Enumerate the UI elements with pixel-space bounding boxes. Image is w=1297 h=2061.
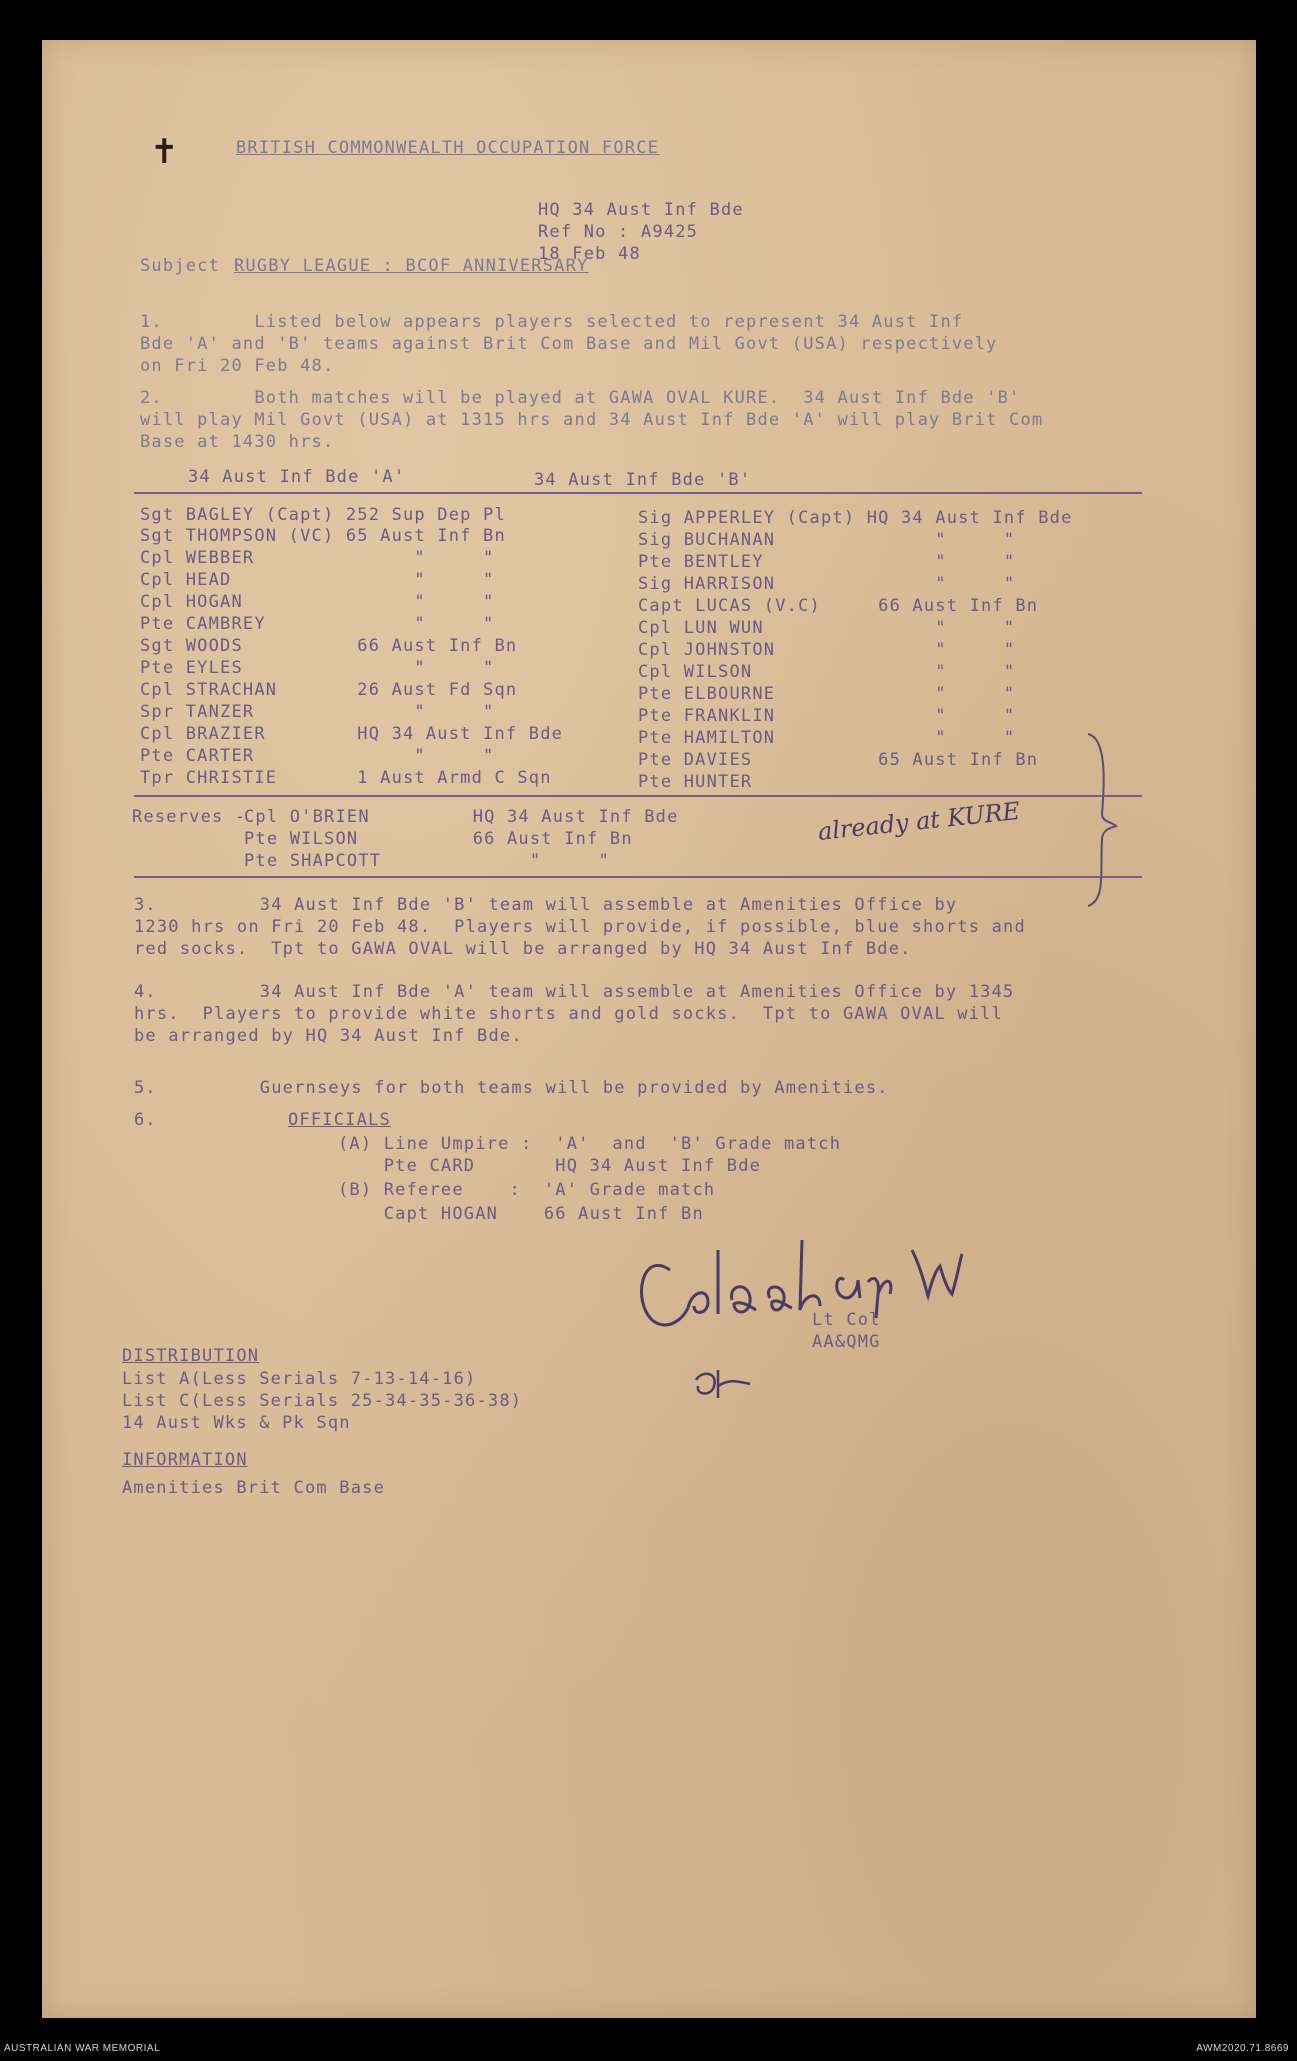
team-a-row: Tpr CHRISTIE 1 Aust Armd C Sqn bbox=[140, 768, 552, 788]
team-a-row: Cpl STRACHAN 26 Aust Fd Sqn bbox=[140, 680, 518, 700]
reference-number: Ref No : A9425 bbox=[538, 222, 699, 242]
reserve-row: Pte SHAPCOTT " " bbox=[244, 851, 610, 871]
team-b-row: Cpl WILSON " " bbox=[638, 662, 1016, 682]
officials-heading: OFFICIALS bbox=[288, 1110, 391, 1130]
subject-text: RUGBY LEAGUE : BCOF ANNIVERSARY bbox=[234, 256, 589, 276]
distribution-line: List A(Less Serials 7-13-14-16) bbox=[122, 1369, 477, 1389]
team-a-row: Sgt BAGLEY (Capt) 252 Sup Dep Pl bbox=[140, 505, 506, 525]
team-b-row: Sig BUCHANAN " " bbox=[638, 530, 1016, 550]
para-1-line-2: Bde 'A' and 'B' teams against Brit Com Base and Mil Govt (USA) respectively bbox=[140, 334, 998, 354]
team-b-row: Pte DAVIES 65 Aust Inf Bn bbox=[638, 750, 1039, 770]
reserve-row: Cpl O'BRIEN HQ 34 Aust Inf Bde bbox=[244, 807, 679, 827]
team-a-row: Cpl BRAZIER HQ 34 Aust Inf Bde bbox=[140, 724, 564, 744]
para-5: 5. Guernseys for both teams will be provided by Amenities. bbox=[134, 1078, 889, 1098]
annotation-text: already at KURE bbox=[816, 796, 1022, 846]
subject-label: Subject : bbox=[140, 256, 243, 276]
reserves-rule bbox=[134, 876, 1142, 878]
document-title: BRITISH COMMONWEALTH OCCUPATION FORCE bbox=[236, 138, 660, 158]
para-4-line-1: 4. 34 Aust Inf Bde 'A' team will assemble at Amenities Office by 1345 bbox=[134, 982, 1015, 1002]
team-a-heading: 34 Aust Inf Bde 'A' bbox=[188, 467, 406, 487]
team-b-row: Pte HAMILTON " " bbox=[638, 728, 1016, 748]
signatory-appointment: AA&QMG bbox=[812, 1332, 881, 1352]
team-b-row: Capt LUCAS (V.C) 66 Aust Inf Bn bbox=[638, 596, 1039, 616]
para-1-line-1: 1. Listed below appears players selected to represent 34 Aust Inf bbox=[140, 312, 964, 332]
para-3-line-1: 3. 34 Aust Inf Bde 'B' team will assemble at Amenities Office by bbox=[134, 895, 958, 915]
team-b-row: Sig APPERLEY (Capt) HQ 34 Aust Inf Bde bbox=[638, 508, 1073, 528]
team-a-row: Pte CARTER " " bbox=[140, 746, 495, 766]
officials-line: (A) Line Umpire : 'A' and 'B' Grade match bbox=[338, 1134, 842, 1154]
sender-unit: HQ 34 Aust Inf Bde bbox=[538, 200, 744, 220]
para-3-line-3: red socks. Tpt to GAWA OVAL will be arranged by HQ 34 Aust Inf Bde. bbox=[134, 939, 912, 959]
team-b-row: Sig HARRISON " " bbox=[638, 574, 1016, 594]
team-b-row: Pte HUNTER bbox=[638, 772, 753, 792]
team-b-row: Pte ELBOURNE " " bbox=[638, 684, 1016, 704]
document-date: 18 Feb 48 bbox=[538, 244, 641, 264]
pin-mark: ✝ bbox=[150, 132, 179, 172]
information-heading: INFORMATION bbox=[122, 1450, 248, 1470]
para-4-line-3: be arranged by HQ 34 Aust Inf Bde. bbox=[134, 1026, 523, 1046]
team-b-row: Pte FRANKLIN " " bbox=[638, 706, 1016, 726]
team-a-row: Spr TANZER " " bbox=[140, 702, 495, 722]
document-page bbox=[42, 40, 1256, 2018]
team-a-row: Cpl HOGAN " " bbox=[140, 592, 495, 612]
reserve-row: Pte WILSON 66 Aust Inf Bn bbox=[244, 829, 633, 849]
annotation-brace bbox=[1082, 730, 1122, 910]
team-a-row: Cpl WEBBER " " bbox=[140, 548, 495, 568]
para-2-line-3: Base at 1430 hrs. bbox=[140, 432, 335, 452]
team-b-row: Cpl JOHNSTON " " bbox=[638, 640, 1016, 660]
signatory-rank: Lt Col bbox=[812, 1310, 881, 1330]
footer-accession-number: AWM2020.71.8669 bbox=[1196, 2043, 1289, 2054]
officials-line: (B) Referee : 'A' Grade match bbox=[338, 1180, 716, 1200]
footer-credit: AUSTRALIAN WAR MEMORIAL bbox=[4, 2043, 161, 2054]
para-2-line-1: 2. Both matches will be played at GAWA OVAL KURE. 34 Aust Inf Bde 'B' bbox=[140, 388, 1021, 408]
officials-line: Pte CARD HQ 34 Aust Inf Bde bbox=[338, 1156, 762, 1176]
para-2-line-2: will play Mil Govt (USA) at 1315 hrs and 34 Aust Inf Bde 'A' will play Brit Com bbox=[140, 410, 1044, 430]
team-list-rule bbox=[134, 795, 1142, 797]
officials-line: Capt HOGAN 66 Aust Inf Bn bbox=[338, 1204, 704, 1224]
distribution-line: 14 Aust Wks & Pk Sqn bbox=[122, 1413, 351, 1433]
para-3-line-2: 1230 hrs on Fri 20 Feb 48. Players will provide, if possible, blue shorts and bbox=[134, 917, 1026, 937]
team-a-row: Cpl HEAD " " bbox=[140, 570, 495, 590]
team-b-heading: 34 Aust Inf Bde 'B' bbox=[534, 470, 752, 490]
information-line: Amenities Brit Com Base bbox=[122, 1478, 386, 1498]
team-b-row: Pte BENTLEY " " bbox=[638, 552, 1016, 572]
para-4-line-2: hrs. Players to provide white shorts and gold socks. Tpt to GAWA OVAL will bbox=[134, 1004, 1004, 1024]
team-b-row: Cpl LUN WUN " " bbox=[638, 618, 1016, 638]
para-1-line-3: on Fri 20 Feb 48. bbox=[140, 356, 335, 376]
distribution-heading: DISTRIBUTION bbox=[122, 1346, 260, 1366]
team-heading-rule bbox=[134, 492, 1142, 494]
reserves-label: Reserves - bbox=[132, 807, 247, 827]
team-a-row: Pte EYLES " " bbox=[140, 658, 495, 678]
team-a-row: Pte CAMBREY " " bbox=[140, 614, 495, 634]
team-a-row: Sgt THOMPSON (VC) 65 Aust Inf Bn bbox=[140, 526, 506, 546]
para-6-number: 6. bbox=[134, 1110, 157, 1130]
team-a-row: Sgt WOODS 66 Aust Inf Bn bbox=[140, 636, 518, 656]
distribution-line: List C(Less Serials 25-34-35-36-38) bbox=[122, 1391, 523, 1411]
